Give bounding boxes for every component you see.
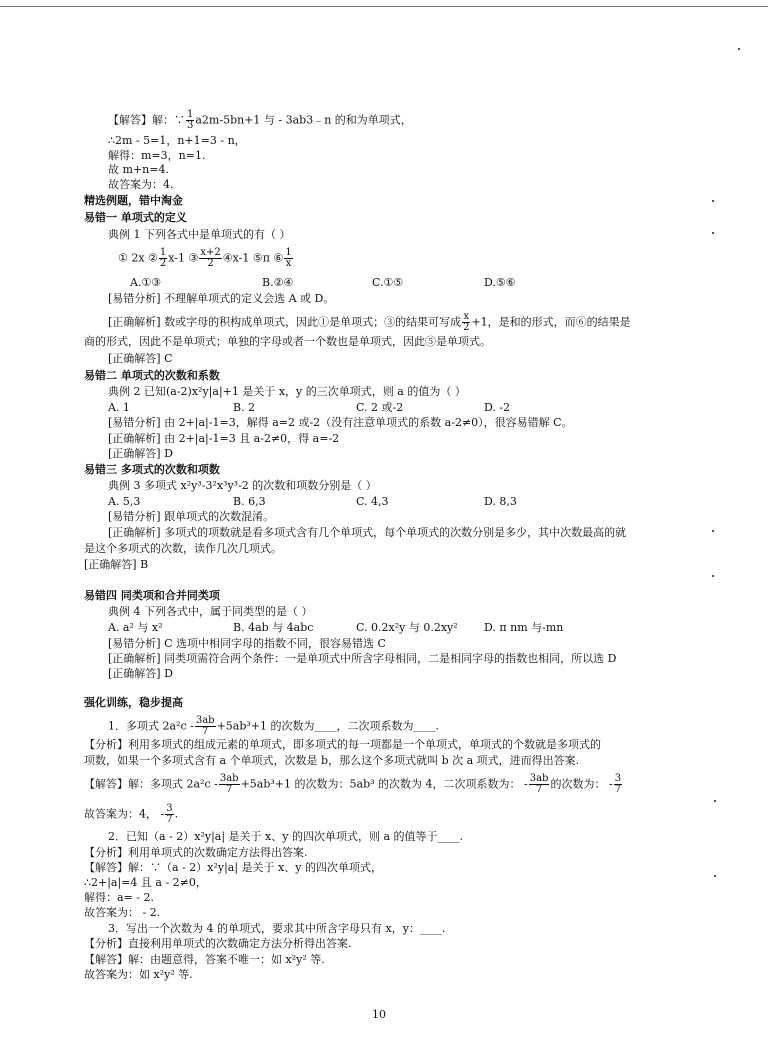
e4-answer: [正确解答] D xyxy=(108,667,173,680)
e3-answer: [正确解答] B xyxy=(84,558,149,571)
top-rule xyxy=(0,6,768,7)
scan-speck xyxy=(712,575,714,577)
e2-option-c: C. 2 或-2 xyxy=(356,401,404,414)
e1-option-b: B.②④ xyxy=(262,276,294,289)
p1-question: 1．多项式 2a²c - $\frac{3ab}{7}$ +5ab³+1 的次数为____，二次项系数为____. xyxy=(108,715,440,737)
e1-correct-analysis-2: 商的形式，因此不是单项式；单独的字母或者一个数也是单项式，因此⑤是单项式。 xyxy=(84,335,491,348)
e3-correct-analysis-2: 是这个多项式的次数，读作几次几项式。 xyxy=(84,542,282,555)
p1-analysis-2: 项数，如果一个多项式含有 a 个单项式，次数是 b，那么这个多项式就叫 b 次 a 项式，进而得出答案. xyxy=(84,754,580,767)
p1-analysis-1: 【分析】利用多项式的组成元素的单项式，即多项式的每一项都是一个单项式，单项式的个数就是多项式的 xyxy=(84,738,601,751)
e2-option-b: B. 2 xyxy=(233,401,256,414)
scan-speck xyxy=(712,232,714,234)
e2-question: 典例 2 已知(a-2)x²y|a|+1 是关于 x，y 的三次单项式，则 a 的值为（ ） xyxy=(108,385,466,398)
e4-option-d: D. π nm 与-mn xyxy=(484,621,564,634)
p3-question: 3．写出一个次数为 4 的单项式，要求其中所含字母只有 x，y：____. xyxy=(108,922,446,935)
p2-analysis: 【分析】利用单项式的次数确定方法得出答案. xyxy=(84,846,308,859)
fraction: $\frac{1}{3}$ xyxy=(187,109,194,131)
e2-answer: [正确解答] D xyxy=(108,447,173,460)
scan-speck xyxy=(712,200,714,202)
e3-heading: 易错三 多项式的次数和项数 xyxy=(84,463,220,476)
e3-option-a: A. 5,3 xyxy=(108,495,141,508)
e1-correct-analysis: [正确解析] 数或字母的积构成单项式，因此①是单项式；③的结果可写成 $\frac{x}{2}$ +1，是和的形式，而⑥的结果是 xyxy=(108,311,631,333)
e3-option-c: C. 4,3 xyxy=(356,495,389,508)
p3-answer: 故答案为：如 x²y² 等. xyxy=(84,968,193,981)
e3-option-b: B. 6,3 xyxy=(233,495,266,508)
e2-option-a: A. 1 xyxy=(108,401,130,414)
p1-solution: 【解答】解：多项式 2a²c - $\frac{3ab}{7}$ +5ab³+1 的次数为：5ab³ 的次数为 4，二次项系数为： - $\frac{3ab}{7}$ 的次数为： - $\frac{3}{7}$ xyxy=(84,773,622,795)
p2-question: 2．已知（a - 2）x²y|a| 是关于 x、y 的四次单项式，则 a 的值等于____. xyxy=(108,830,464,843)
e3-question: 典例 3 多项式 x²y³-3²x³y³-2 的次数和项数分别是（ ） xyxy=(108,479,377,492)
section-title-1: 精选例题，错中淘金 xyxy=(84,194,183,207)
e1-heading: 易错一 单项式的定义 xyxy=(84,211,187,224)
p2-line-4: 故答案为： - 2. xyxy=(84,906,161,919)
p3-solution: 【解答】解：由题意得，答案不唯一：如 x²y² 等. xyxy=(84,953,325,966)
p3-analysis: 【分析】直接利用单项式的次数确定方法分析得出答案. xyxy=(84,937,352,950)
answer-line-5: 故答案为：4. xyxy=(108,178,174,191)
scan-speck xyxy=(714,800,716,802)
answer-line-3: 解得：m=3，n=1. xyxy=(108,149,206,162)
e1-items: ① 2x ② $\frac{1}{2}$ x-1 ③ $\frac{x+2}{2}$ ④x-1 ⑤π ⑥ $\frac{1}{x}$ xyxy=(118,247,292,269)
section-title-2: 强化训练，稳步提高 xyxy=(84,696,183,709)
answer-line-1: 【解答】解：∵ $\frac{1}{3}$ a2m-5bn+1 与 - 3ab3﹣n 的和为单项式， xyxy=(108,109,412,131)
answer-line-2: ∴2m - 5=1，n+1=3 - n， xyxy=(108,134,246,147)
e4-question: 典例 4 下列各式中，属于同类型的是（ ） xyxy=(108,605,313,618)
answer-line-4: 故 m+n=4. xyxy=(108,163,169,176)
e4-analysis: [易错分析] C 选项中相同字母的指数不同，很容易错选 C xyxy=(108,637,386,650)
p2-solution: 【解答】解：∵（a - 2）x²y|a| 是关于 x、y 的四次单项式， xyxy=(84,861,382,874)
p2-line-3: 解得：a= - 2. xyxy=(84,891,154,904)
e2-heading: 易错二 单项式的次数和系数 xyxy=(84,369,220,382)
e1-analysis: [易错分析] 不理解单项式的定义会选 A 或 D。 xyxy=(108,292,335,305)
e3-analysis: [易错分析] 跟单项式的次数混淆。 xyxy=(108,510,275,523)
e1-option-a: A.①③ xyxy=(130,276,162,289)
e1-answer: [正确解答] C xyxy=(108,352,173,365)
e1-question: 典例 1 下列各式中是单项式的有（ ） xyxy=(108,228,291,241)
e4-correct-analysis: [正确解析] 同类项需符合两个条件：一是单项式中所含字母相同，二是相同字母的指数也相同，所以选 D xyxy=(108,652,617,665)
e2-analysis: [易错分析] 由 2+|a|-1=3，解得 a=2 或-2（没有注意单项式的系数 a-2≠0），很容易错解 C。 xyxy=(108,416,573,429)
e3-option-d: D. 8,3 xyxy=(484,495,517,508)
e4-option-a: A. a² 与 x² xyxy=(108,621,163,634)
p1-answer: 故答案为：4， - $\frac{3}{7}$ . xyxy=(84,803,179,825)
e4-heading: 易错四 同类项和合并同类项 xyxy=(84,589,220,602)
scan-speck xyxy=(738,48,740,50)
e1-option-d: D.⑤⑥ xyxy=(484,276,516,289)
scan-speck xyxy=(712,530,714,532)
e4-option-c: C. 0.2x²y 与 0.2xy² xyxy=(356,621,458,634)
e2-option-d: D. -2 xyxy=(484,401,511,414)
scan-speck xyxy=(714,875,716,877)
e2-correct-analysis: [正确解析] 由 2+|a|-1=3 且 a-2≠0，得 a=-2 xyxy=(108,432,340,445)
p2-line-2: ∴2+|a|=4 且 a - 2≠0， xyxy=(84,876,207,889)
page-number: 10 xyxy=(372,1008,386,1021)
e1-option-c: C.①⑤ xyxy=(372,276,404,289)
e3-correct-analysis-1: [正确解析] 多项式的项数就是看多项式含有几个单项式，每个单项式的次数分别是多少，其中次数最高的就 xyxy=(108,526,627,539)
e4-option-b: B. 4ab 与 4abc xyxy=(233,621,314,634)
